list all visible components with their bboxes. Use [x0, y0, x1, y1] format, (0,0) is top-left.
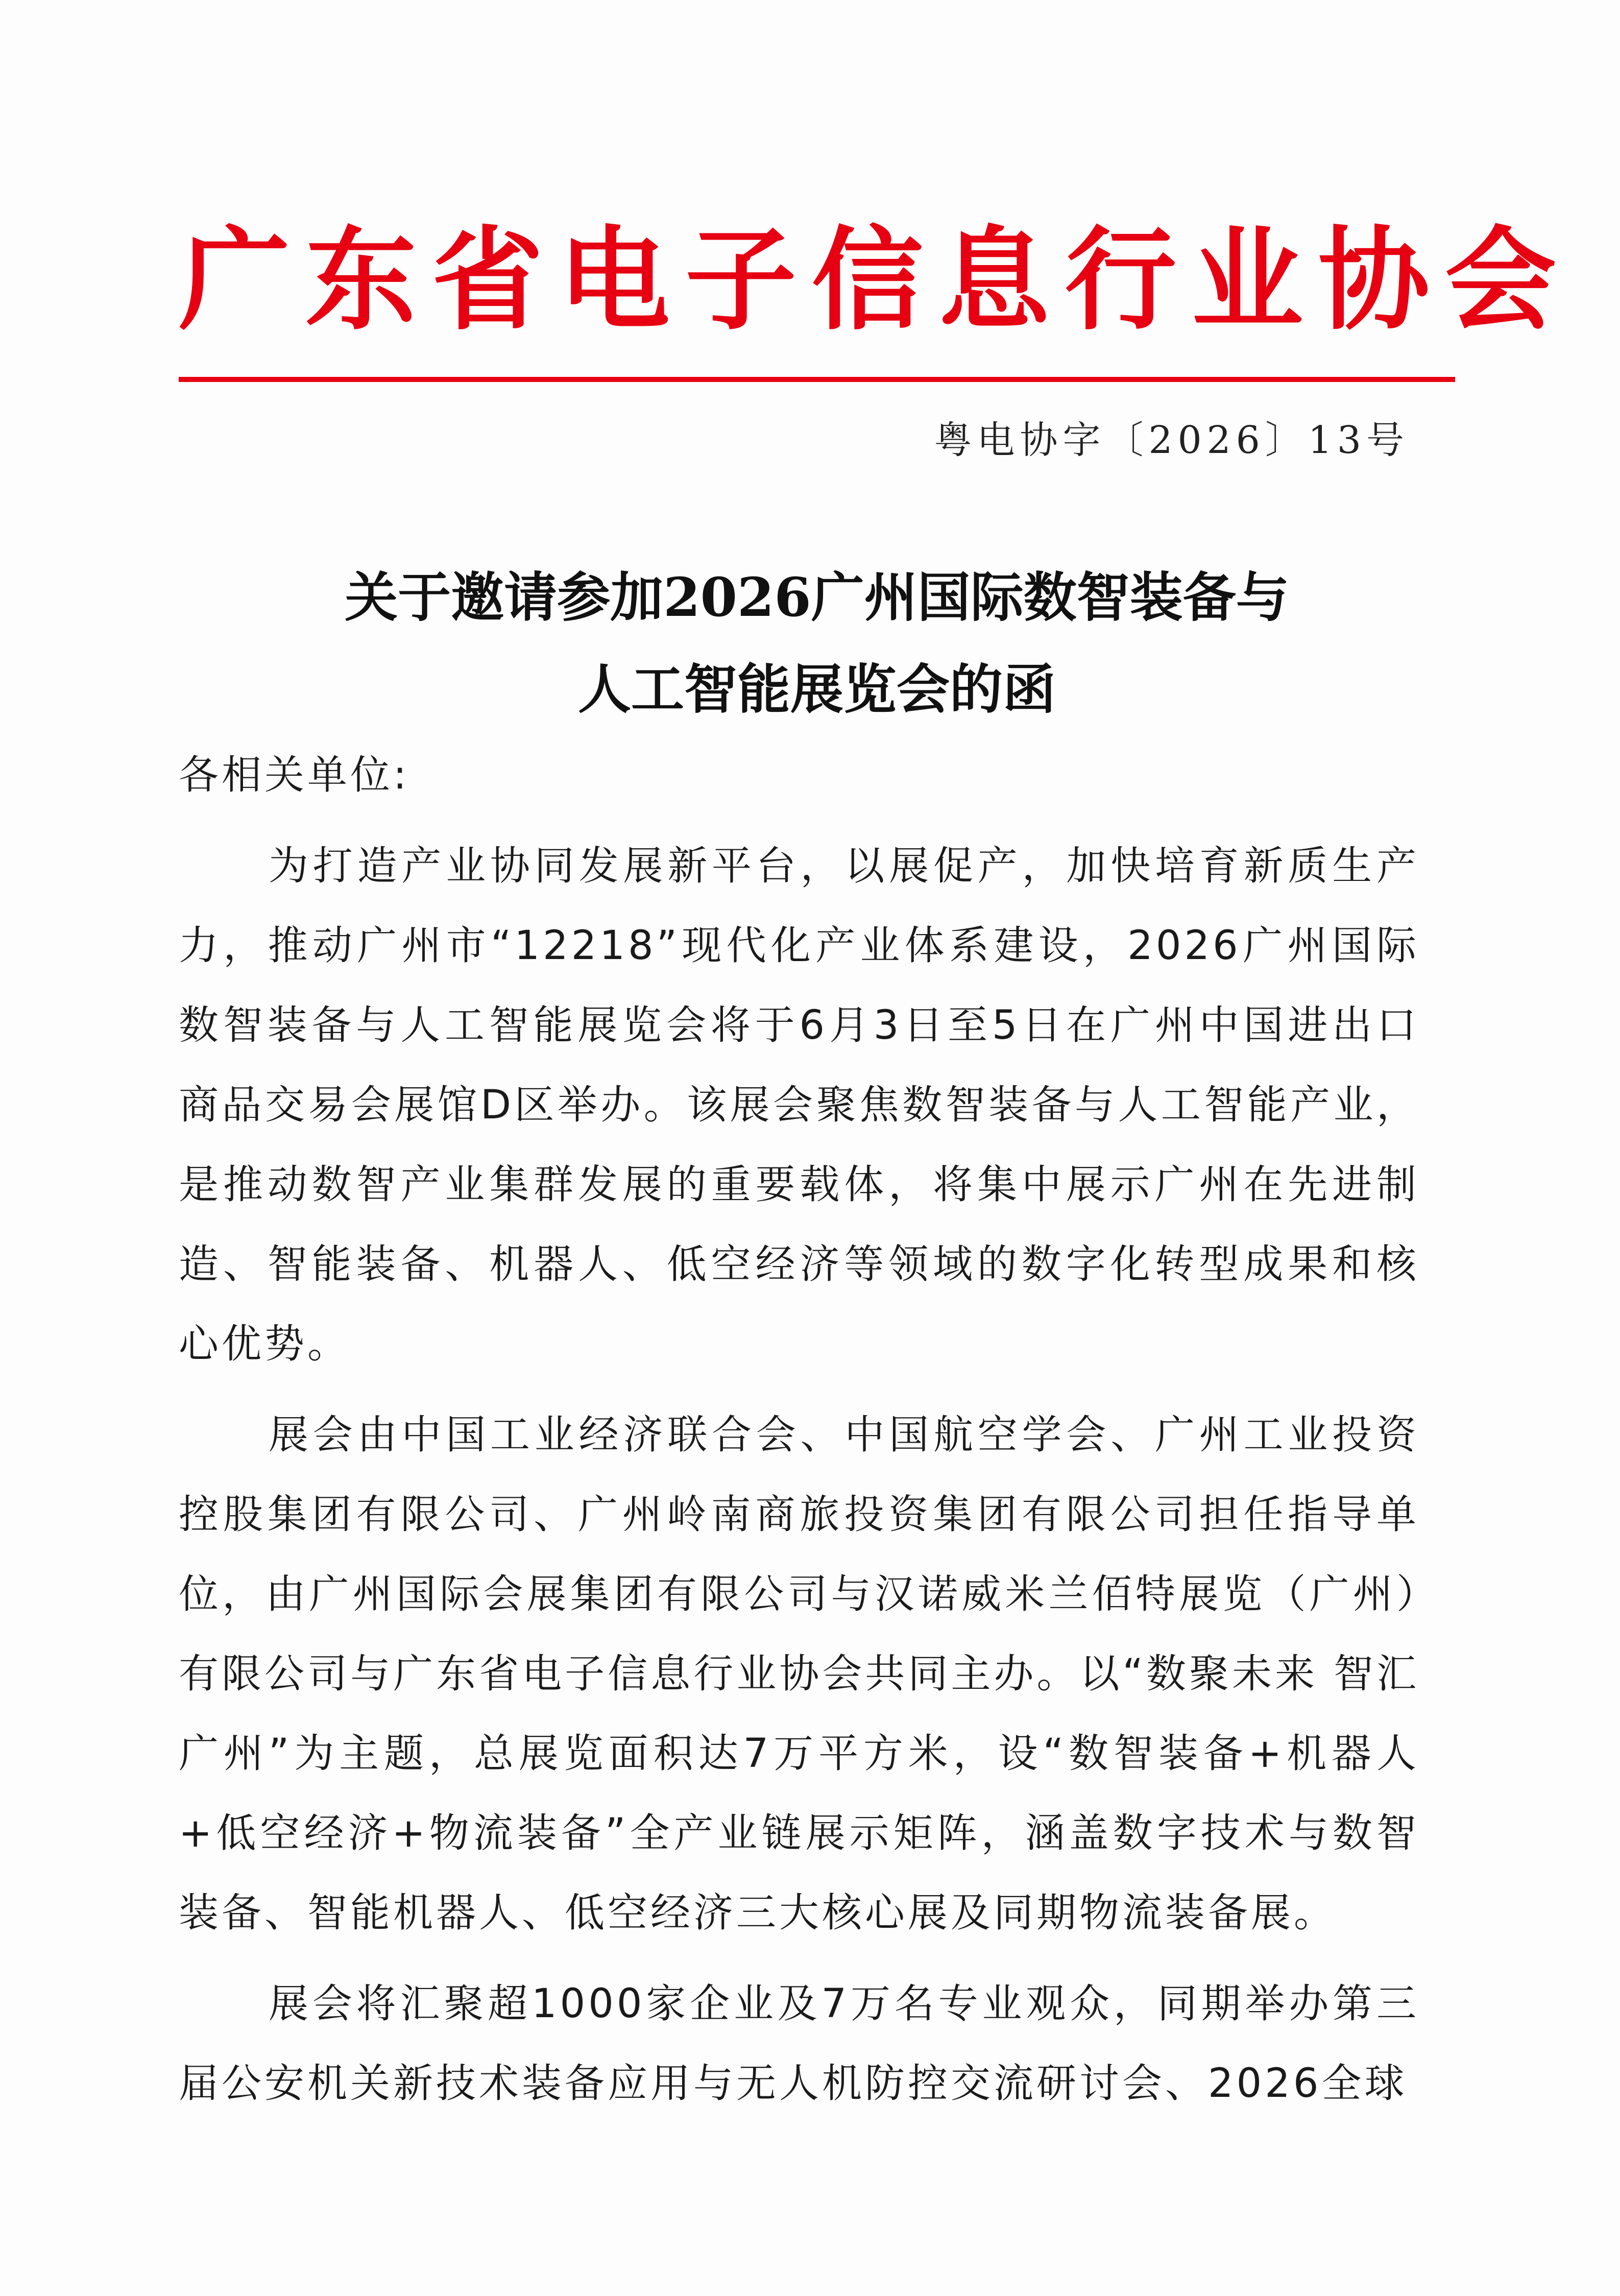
body-paragraph-1: 为打造产业协同发展新平台，以展促产，加快培育新质生产力，推动广州市“12218”现代化产业体系建设，2026广州国际数智装备与人工智能展览会将于6月3日至5日在广州中国进出口商品交易会展馆D区举办。该展会聚焦数智装备与人工智能产业，是推动数智产业集群发展的重要载体，将集中展示广州在先进制造、智能装备、机器人、低空经济等领域的数字化转型成果和核心优势。	[179, 843, 1419, 1367]
salutation: 各相关单位:	[179, 752, 410, 798]
title-line-2: 人工智能展览会的函	[577, 658, 1056, 721]
body-paragraph-2: 展会由中国工业经济联合会、中国航空学会、广州工业投资控股集团有限公司、广州岭南商旅投资集团有限公司担任指导单位，由广州国际会展集团有限公司与汉诺威米兰佰特展览（广州）有限公司与广东省电子信息行业协会共同主办。以“数聚未来 智汇广州”为主题，总展览面积达7万平方米，设“数智装备+机器人+低空经济+物流装备”全产业链展示矩阵，涵盖数字技术与数智装备、智能机器人、低空经济三大核心展及同期物流装备展。	[179, 1412, 1419, 1936]
document-number: 粤电协字〔2026〕13号	[934, 418, 1409, 462]
body-paragraph-3: 展会将汇聚超1000家企业及7万名专业观众，同期举办第三届公安机关新技术装备应用与无人机防控交流研讨会、2026全球	[179, 1981, 1419, 2107]
document-title	[179, 552, 1455, 735]
document-body	[179, 735, 1419, 2123]
letterhead-org-name: 广东省电子信息行业协会	[179, 216, 1571, 345]
title-line-1: 关于邀请参加2026广州国际数智装备与	[345, 566, 1289, 629]
letterhead-divider	[179, 377, 1455, 382]
